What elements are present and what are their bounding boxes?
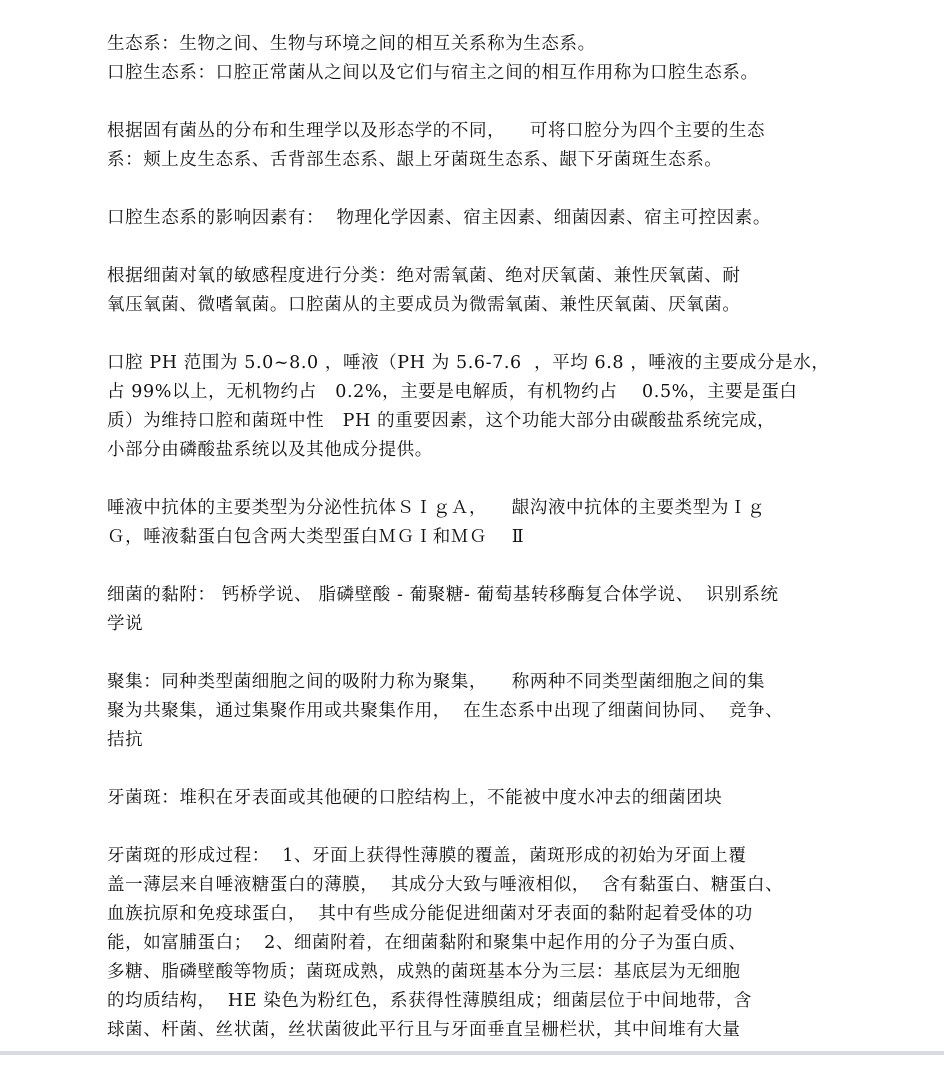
text-line: 聚为共聚集，通过集聚作用或共聚集作用， 在生态系中出现了细菌间协同、 竞争、 <box>107 701 784 721</box>
text-line: 生态系：生物之间、生物与环境之间的相互关系称为生态系。 <box>107 34 596 54</box>
text-line: 球菌、杆菌、丝状菌，丝状菌彼此平行且与牙面垂直呈栅栏状，其中间堆有大量 <box>107 1020 741 1040</box>
text-line: 的均质结构， HE 染色为粉红色，系获得性薄膜组成；细菌层位于中间地带，含 <box>107 991 753 1011</box>
text-line: 根据细菌对氧的敏感程度进行分类：绝对需氧菌、绝对厌氧菌、兼性厌氧菌、耐 <box>107 266 741 286</box>
paragraph <box>107 204 907 233</box>
text-line: 血族抗原和免疫球蛋白， 其中有些成分能促进细菌对牙表面的黏附起着受体的功 <box>107 904 753 924</box>
page-bottom-edge <box>0 1051 944 1055</box>
paragraph <box>107 117 907 175</box>
text-line: 质）为维持口腔和菌斑中性 PH 的重要因素，这个功能大部分由碳酸盐系统完成， <box>107 411 776 431</box>
text-line: 能，如富脯蛋白； 2、细菌附着，在细菌黏附和聚集中起作用的分子为蛋白质、 <box>107 933 747 953</box>
text-line: 口腔 PH 范围为 5.0~8.0 ，唾液（PH 为 5.6-7.6 ，平均 6.8 ，唾液的主要成分是水， <box>107 353 830 373</box>
text-line: 系：颊上皮生态系、舌背部生态系、龈上牙菌斑生态系、龈下牙菌斑生态系。 <box>107 150 723 170</box>
paragraph <box>107 842 907 1045</box>
text-line: 根据固有菌丛的分布和生理学以及形态学的不同， 可将口腔分为四个主要的生态 <box>107 121 766 141</box>
text-line: 拮抗 <box>107 730 144 750</box>
text-line: 细菌的黏附： 钙桥学说、 脂磷壁酸 - 葡聚糖- 葡萄基转移酶复合体学说、 识别系统 <box>107 585 779 605</box>
text-line: 牙菌斑：堆积在牙表面或其他硬的口腔结构上，不能被中度水冲去的细菌团块 <box>107 788 723 808</box>
text-line: 多糖、脂磷壁酸等物质；菌斑成熟，成熟的菌斑基本分为三层：基底层为无细胞 <box>107 962 741 982</box>
text-line: 牙菌斑的形成过程： 1、牙面上获得性薄膜的覆盖，菌斑形成的初始为牙面上覆 <box>107 846 747 866</box>
paragraph <box>107 784 907 813</box>
text-line: 聚集：同种类型菌细胞之间的吸附力称为聚集， 称两种不同类型菌细胞之间的集 <box>107 672 766 692</box>
text-line: 口腔生态系：口腔正常菌从之间以及它们与宿主之间的相互作用称为口腔生态系。 <box>107 63 759 83</box>
paragraph <box>107 494 907 552</box>
text-line: 小部分由磷酸盐系统以及其他成分提供。 <box>107 440 433 460</box>
paragraph <box>107 581 907 639</box>
paragraph <box>107 668 907 755</box>
text-line: 氧压氧菌、微嗜氧菌。口腔菌从的主要成员为微需氧菌、兼性厌氧菌、厌氧菌。 <box>107 295 741 315</box>
text-line: Ｇ，唾液黏蛋白包含两大类型蛋白ＭＧＩ和ＭＧ Ⅱ <box>107 527 525 547</box>
paragraph <box>107 30 907 88</box>
text-line: 口腔生态系的影响因素有： 物理化学因素、宿主因素、细菌因素、宿主可控因素。 <box>107 208 771 228</box>
text-line: 盖一薄层来自唾液糖蛋白的薄膜， 其成分大致与唾液相似， 含有黏蛋白、糖蛋白、 <box>107 875 784 895</box>
text-line: 唾液中抗体的主要类型为分泌性抗体ＳＩｇＡ， 龈沟液中抗体的主要类型为Ｉｇ <box>107 498 766 518</box>
document-body <box>107 30 907 1074</box>
text-line: 占 99%以上，无机物约占 0.2%，主要是电解质，有机物约占 0.5%，主要是蛋白 <box>107 382 798 402</box>
text-line: 学说 <box>107 614 144 634</box>
paragraph <box>107 349 907 465</box>
paragraph <box>107 262 907 320</box>
